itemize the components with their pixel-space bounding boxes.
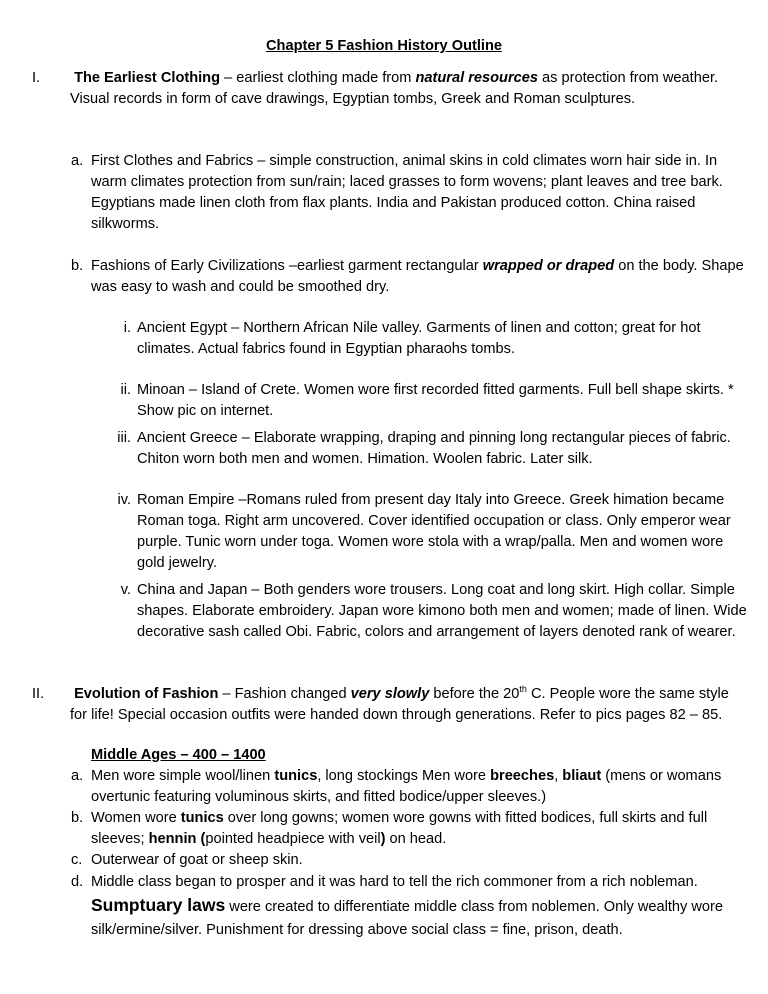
item-text-part: over long gowns; women wore gowns with fitted bodices, full skirts and full sleeves;	[91, 810, 708, 847]
item-text-part: pointed headpiece with veil	[205, 831, 381, 847]
item-text-part: , long stockings Men wore	[317, 768, 491, 784]
bold-term: hennin (	[148, 831, 206, 847]
bold-term: Sumptuary laws	[91, 895, 226, 915]
list-item-1a	[71, 151, 751, 235]
item-text-part: were created to differentiate middle class from noblemen. Only wealthy wore silk/ermine/silver. Punishment for dressing above social class = fine, prison, death.	[91, 899, 723, 938]
emphasis-text: wrapped or draped	[482, 258, 615, 274]
item-label: a.	[71, 768, 84, 784]
intro-text: as protection from weather. Visual records in form of cave drawings, Egyptian tombs, Greek and Roman sculptures.	[70, 70, 719, 107]
sub-item-v	[107, 580, 752, 643]
emphasis-text: natural resources	[415, 70, 538, 86]
bold-term: bliaut	[562, 768, 602, 784]
section-heading: Evolution of Fashion	[74, 686, 219, 702]
section-heading: The Earliest Clothing	[74, 70, 221, 86]
sub-item-text: Ancient Egypt – Northern African Nile valley. Garments of linen and cotton; great for hot climates. Actual fabrics found in Egyptian pharaohs tombs.	[137, 320, 701, 357]
superscript: th	[519, 684, 527, 695]
list-item-1b	[71, 256, 751, 298]
sub-item-label: i.	[123, 320, 131, 336]
sub-item-text: Roman Empire –Romans ruled from present day Italy into Greece. Greek himation became Roman toga. Right arm uncovered. Cover identified occupation or class. Only emperor wear purple. Tunic worn under toga. Women wore stola with a wrap/palla. Men and women wore gold jewelry.	[137, 492, 731, 571]
bold-term: breeches	[490, 768, 555, 784]
section-intro	[70, 68, 732, 110]
item-text-part: Fashions of Early Civilizations –earliest garment rectangular	[91, 258, 483, 274]
item-label: a.	[71, 153, 84, 169]
item-text-part: Men wore simple wool/linen	[91, 768, 275, 784]
item-text-part: on head.	[385, 831, 447, 847]
section-numeral: II.	[32, 686, 45, 702]
item-text-part: Middle class began to prosper and it was hard to tell the rich commoner from a rich nobleman.	[91, 874, 698, 890]
item-text-part: on the body. Shape was easy to wash and could be smoothed dry.	[91, 258, 744, 295]
section-1	[32, 68, 732, 110]
intro-text: – earliest clothing made from	[220, 70, 416, 86]
item-text-part: (mens or womans overtunic featuring voluminous skirts, and fitted bodice/upper sleeves.)	[91, 768, 722, 805]
item-text	[91, 871, 751, 942]
item-text	[91, 766, 751, 808]
sub-item-label: v.	[120, 582, 131, 598]
list-item-2d	[71, 871, 751, 942]
bold-term: tunics	[274, 768, 318, 784]
bold-term: tunics	[180, 810, 224, 826]
bold-term: )	[380, 831, 386, 847]
section-numeral: I.	[32, 70, 41, 86]
item-text	[91, 256, 751, 298]
sub-item-ii	[107, 380, 747, 422]
page-title: Chapter 5 Fashion History Outline	[266, 38, 502, 54]
item-text	[91, 808, 751, 850]
section-intro	[70, 684, 732, 726]
item-text: Outerwear of goat or sheep skin.	[91, 852, 303, 868]
item-label: b.	[71, 258, 84, 274]
sub-item-iv	[107, 490, 747, 574]
sub-item-iii	[107, 428, 747, 470]
item-label: d.	[71, 874, 84, 890]
emphasis-text: very slowly	[350, 686, 430, 702]
sub-item-text: China and Japan – Both genders wore trousers. Long coat and long skirt. High collar. Simple shapes. Elaborate embroidery. Japan wore kimono both men and women; made of linen. Wide decorative sash called Obi. Fabric, colors and arrangement of layers denoted rank of wearer.	[137, 582, 747, 640]
section-2	[32, 684, 732, 726]
list-item-2b	[71, 808, 751, 850]
item-text: First Clothes and Fabrics – simple construction, animal skins in cold climates worn hair side in. In warm climates protection from sun/rain; laced grasses to form wovens; plant leaves and tree bark. Egyptians made linen cloth from flax plants. India and Pakistan produced cotton. China raised silkworms.	[91, 153, 723, 232]
sub-item-i	[107, 318, 747, 360]
item-text-part: ,	[554, 768, 563, 784]
intro-text: – Fashion changed	[218, 686, 351, 702]
sub-item-label: ii.	[120, 382, 131, 398]
intro-text: C. People wore the same style for life! Special occasion outfits were handed down through generations. Refer to pics pages 82 – 85.	[70, 686, 729, 723]
list-item-2a	[71, 766, 751, 808]
item-label: c.	[71, 852, 83, 868]
subheading: Middle Ages – 400 – 1400	[91, 747, 266, 763]
sub-item-label: iv.	[117, 492, 131, 508]
sub-item-text: Minoan – Island of Crete. Women wore first recorded fitted garments. Full bell shape skirts. * Show pic on internet.	[137, 382, 734, 419]
sub-item-label: iii.	[117, 430, 131, 446]
intro-text: before the 20	[429, 686, 520, 702]
item-label: b.	[71, 810, 84, 826]
sub-item-text: Ancient Greece – Elaborate wrapping, draping and pinning long rectangular pieces of fabric. Chiton worn both men and women. Himation. Woolen fabric. Later silk.	[137, 430, 731, 467]
list-item-2c	[71, 850, 751, 871]
subheading-middle-ages	[91, 745, 266, 766]
item-text-part: Women wore	[91, 810, 181, 826]
